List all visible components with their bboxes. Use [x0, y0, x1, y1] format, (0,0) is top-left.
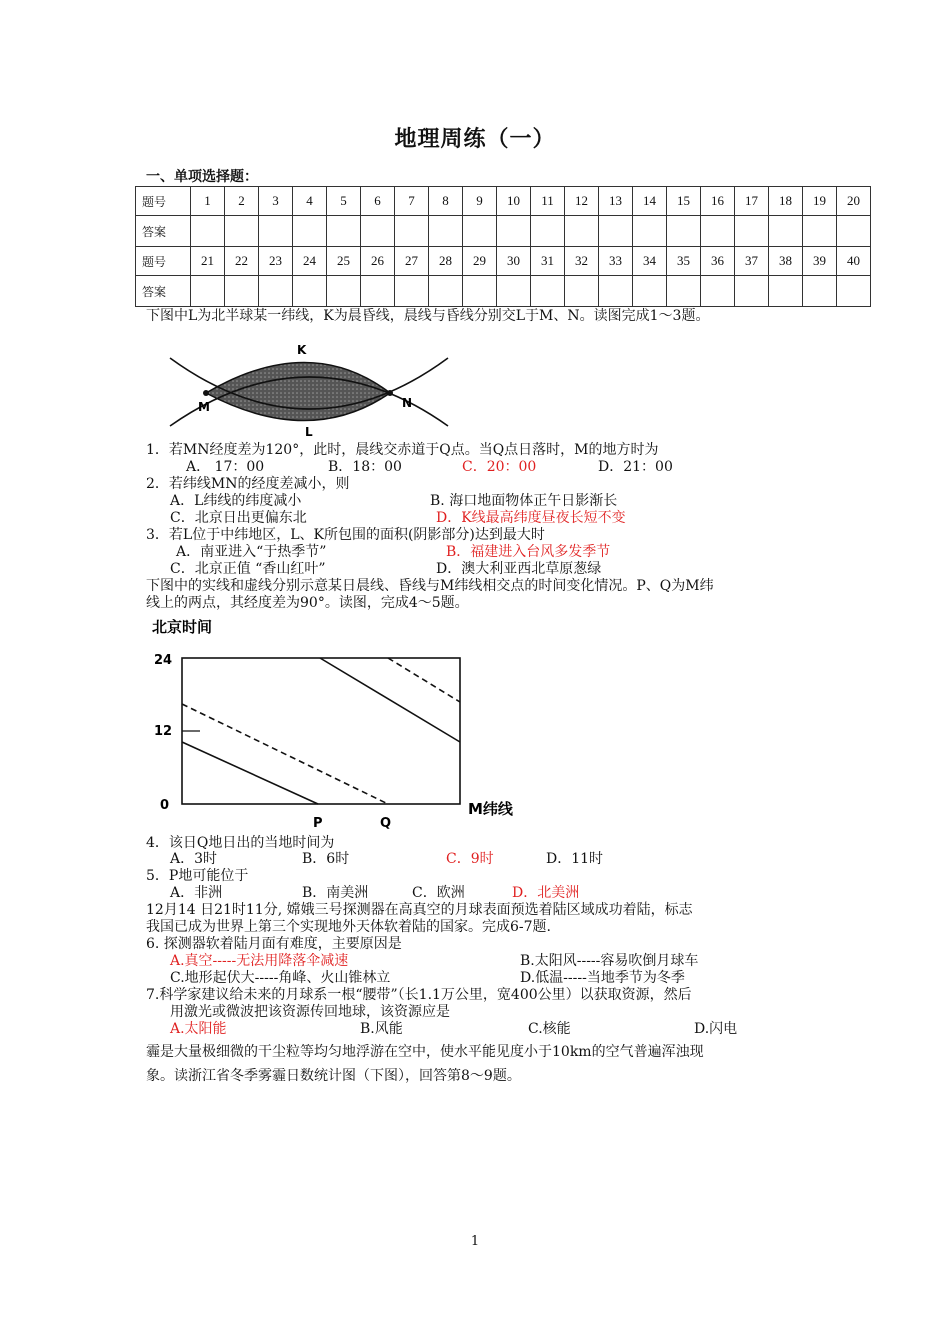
answer-cell: 5: [327, 187, 361, 216]
q7-option-d: D.闪电: [694, 1021, 738, 1037]
y-tick-0: 0: [160, 798, 170, 813]
q1-option-d: D．21：00: [598, 459, 673, 475]
point-n: [387, 390, 393, 396]
answer-cell[interactable]: [497, 276, 531, 307]
q1-option-c: C．20：00: [462, 459, 537, 475]
answer-cell: 32: [565, 247, 599, 276]
answer-cell[interactable]: [429, 216, 463, 247]
answer-row: [136, 216, 871, 247]
answer-number-row: [136, 247, 871, 276]
section-heading: 一、单项选择题：: [146, 169, 258, 185]
answer-cell: 18: [769, 187, 803, 216]
y-tick-24: 24: [154, 653, 173, 668]
answer-cell: 23: [259, 247, 293, 276]
answer-cell: 6: [361, 187, 395, 216]
row-label: 题号: [136, 247, 191, 276]
q2-option-a: A．L纬线的纬度减小: [170, 493, 302, 509]
page-number: 1: [470, 1234, 480, 1249]
page-title: 地理周练（一）: [394, 127, 556, 152]
q3-option-d: D．澳大利亚西北草原葱绿: [436, 561, 602, 577]
point-q-label: Q: [380, 816, 392, 831]
question-7: 7.科学家建议给未来的月球系一根“腰带”（长1.1万公里，宽400公里）以获取资源，然后: [146, 987, 692, 1003]
intro-text: 线上的两点，其经度差为90°。读图，完成4～5题。: [146, 595, 469, 611]
q4-option-d: D．11时: [546, 851, 604, 867]
sunrise-line: [182, 742, 318, 804]
answer-cell[interactable]: [395, 216, 429, 247]
intro-text: 我国已成为世界上第三个实现地外天体软着陆的国家。完成6-7题.: [146, 919, 551, 935]
answer-cell: 37: [735, 247, 769, 276]
answer-cell: 22: [225, 247, 259, 276]
answer-cell: 2: [225, 187, 259, 216]
question-5: 5．P地可能位于: [146, 868, 249, 884]
question-7-cont: 用激光或微波把该资源传回地球，该资源应是: [170, 1004, 450, 1020]
intro-text: 霾是大量极细微的干尘粒等均匀地浮游在空中，使水平能见度小于10km的空气普遍浑浊现: [146, 1044, 704, 1060]
intro-text: 下图中L为北半球某一纬线，K为晨昏线，晨线与昏线分别交L于M、N。读图完成1～3题。: [146, 308, 710, 324]
answer-cell[interactable]: [259, 216, 293, 247]
terminator-figure: [160, 340, 460, 440]
answer-cell: 7: [395, 187, 429, 216]
answer-cell: 31: [531, 247, 565, 276]
answer-cell[interactable]: [803, 216, 837, 247]
answer-cell: 15: [667, 187, 701, 216]
time-line-chart: [148, 614, 548, 834]
answer-cell: 20: [837, 187, 871, 216]
answer-cell: 1: [191, 187, 225, 216]
answer-cell: 19: [803, 187, 837, 216]
intro-text: 12月14 日21时11分, 嫦娥三号探测器在高真空的月球表面预选着陆区域成功着陆，标志: [146, 902, 693, 918]
q4-option-a: A．3时: [170, 851, 218, 867]
answer-cell[interactable]: [633, 216, 667, 247]
answer-cell[interactable]: [735, 216, 769, 247]
q6-option-c: C.地形起伏大-----角峰、火山锥林立: [170, 970, 391, 986]
answer-cell: 33: [599, 247, 633, 276]
answer-cell[interactable]: [327, 216, 361, 247]
answer-cell: 4: [293, 187, 327, 216]
label-k: K: [297, 343, 307, 357]
answer-cell: 36: [701, 247, 735, 276]
answer-cell: 38: [769, 247, 803, 276]
q5-option-d: D．北美洲: [512, 885, 580, 901]
answer-cell[interactable]: [191, 216, 225, 247]
q3-option-a: A．南亚进入“于热季节”: [176, 544, 327, 560]
answer-cell[interactable]: [599, 276, 633, 307]
answer-cell[interactable]: [191, 276, 225, 307]
answer-cell[interactable]: [837, 276, 871, 307]
answer-cell[interactable]: [225, 216, 259, 247]
answer-cell[interactable]: [667, 276, 701, 307]
answer-cell: 14: [633, 187, 667, 216]
answer-cell: 17: [735, 187, 769, 216]
question-4: 4．该日Q地日出的当地时间为: [146, 835, 335, 851]
row-label: 答案: [136, 216, 191, 247]
row-label: 答案: [136, 276, 191, 307]
row-label: 题号: [136, 187, 191, 216]
answer-cell: 24: [293, 247, 327, 276]
answer-cell: 21: [191, 247, 225, 276]
y-tick-12: 12: [154, 724, 173, 739]
answer-cell[interactable]: [429, 276, 463, 307]
answer-cell[interactable]: [497, 216, 531, 247]
plot-frame: [182, 658, 460, 804]
answer-cell[interactable]: [565, 276, 599, 307]
answer-cell: 35: [667, 247, 701, 276]
answer-table: [135, 186, 871, 307]
q6-option-a: A.真空-----无法用降落伞减速: [170, 953, 349, 969]
question-6: 6. 探测器软着陆月面有难度，主要原因是: [146, 936, 402, 952]
answer-cell: 29: [463, 247, 497, 276]
answer-cell: 9: [463, 187, 497, 216]
answer-cell[interactable]: [667, 216, 701, 247]
answer-cell[interactable]: [769, 276, 803, 307]
q3-option-b: B．福建进入台风多发季节: [446, 544, 611, 560]
answer-cell[interactable]: [463, 216, 497, 247]
label-m: M: [198, 400, 210, 414]
q1-option-a: A． 17：00: [186, 459, 265, 475]
q2-option-d: D．K线最高纬度昼夜长短不变: [436, 510, 626, 526]
answer-cell: 25: [327, 247, 361, 276]
point-m: [203, 390, 209, 396]
answer-cell[interactable]: [361, 216, 395, 247]
q7-option-b: B.风能: [360, 1021, 403, 1037]
answer-cell: 11: [531, 187, 565, 216]
answer-cell[interactable]: [803, 276, 837, 307]
q4-option-b: B．6时: [302, 851, 350, 867]
answer-cell[interactable]: [225, 276, 259, 307]
answer-cell[interactable]: [361, 276, 395, 307]
answer-cell[interactable]: [735, 276, 769, 307]
q6-option-d: D.低温-----当地季节为冬季: [520, 970, 685, 986]
answer-cell: 10: [497, 187, 531, 216]
q7-option-c: C.核能: [528, 1021, 571, 1037]
answer-cell: 26: [361, 247, 395, 276]
intro-text: 下图中的实线和虚线分别示意某日晨线、昏线与M纬线相交点的时间变化情况。P、Q为M纬: [146, 578, 714, 594]
answer-cell[interactable]: [293, 216, 327, 247]
answer-cell: 40: [837, 247, 871, 276]
answer-cell[interactable]: [599, 216, 633, 247]
answer-cell[interactable]: [837, 216, 871, 247]
sunrise-line: [320, 658, 460, 742]
answer-cell[interactable]: [395, 276, 429, 307]
answer-cell[interactable]: [701, 276, 735, 307]
question-2: 2．若纬线MN的经度差减小，则: [146, 476, 350, 492]
q5-option-b: B．南美洲: [302, 885, 369, 901]
q2-option-c: C．北京日出更偏东北: [170, 510, 307, 526]
answer-cell: 28: [429, 247, 463, 276]
answer-cell: 12: [565, 187, 599, 216]
label-l: L: [305, 425, 313, 439]
q6-option-b: B.太阳风-----容易吹倒月球车: [520, 953, 699, 969]
q4-option-c: C．9时: [446, 851, 494, 867]
answer-cell[interactable]: [633, 276, 667, 307]
answer-cell[interactable]: [701, 216, 735, 247]
answer-cell[interactable]: [327, 276, 361, 307]
answer-cell[interactable]: [531, 276, 565, 307]
x-axis-label: M纬线: [468, 800, 513, 818]
q3-option-c: C．北京正值 “香山红叶”: [170, 561, 326, 577]
answer-cell: 3: [259, 187, 293, 216]
label-n: N: [402, 396, 413, 410]
answer-cell: 39: [803, 247, 837, 276]
q7-option-a: A.太阳能: [170, 1021, 227, 1037]
answer-cell: 13: [599, 187, 633, 216]
answer-cell[interactable]: [565, 216, 599, 247]
answer-cell[interactable]: [531, 216, 565, 247]
answer-cell[interactable]: [463, 276, 497, 307]
answer-cell[interactable]: [259, 276, 293, 307]
q1-option-b: B．18：00: [328, 459, 402, 475]
q2-option-b: B. 海口地面物体正午日影渐长: [430, 493, 618, 509]
answer-cell: 34: [633, 247, 667, 276]
y-axis-label: 北京时间: [152, 618, 213, 636]
intro-text: 象。读浙江省冬季雾霾日数统计图（下图），回答第8～9题。: [146, 1068, 521, 1084]
q5-option-a: A．非洲: [170, 885, 223, 901]
question-1: 1．若MN经度差为120°，此时，晨线交赤道于Q点。当Q点日落时，M的地方时为: [146, 442, 659, 458]
answer-cell: 30: [497, 247, 531, 276]
answer-cell: 16: [701, 187, 735, 216]
sunset-line: [388, 658, 460, 702]
answer-row: [136, 276, 871, 307]
answer-number-row: [136, 187, 871, 216]
q5-option-c: C．欧洲: [412, 885, 465, 901]
answer-cell: 27: [395, 247, 429, 276]
point-p-label: P: [313, 816, 323, 831]
question-3: 3．若L位于中纬地区，L、K所包围的面积(阴影部分)达到最大时: [146, 527, 545, 543]
answer-cell[interactable]: [293, 276, 327, 307]
answer-cell: 8: [429, 187, 463, 216]
answer-cell[interactable]: [769, 216, 803, 247]
